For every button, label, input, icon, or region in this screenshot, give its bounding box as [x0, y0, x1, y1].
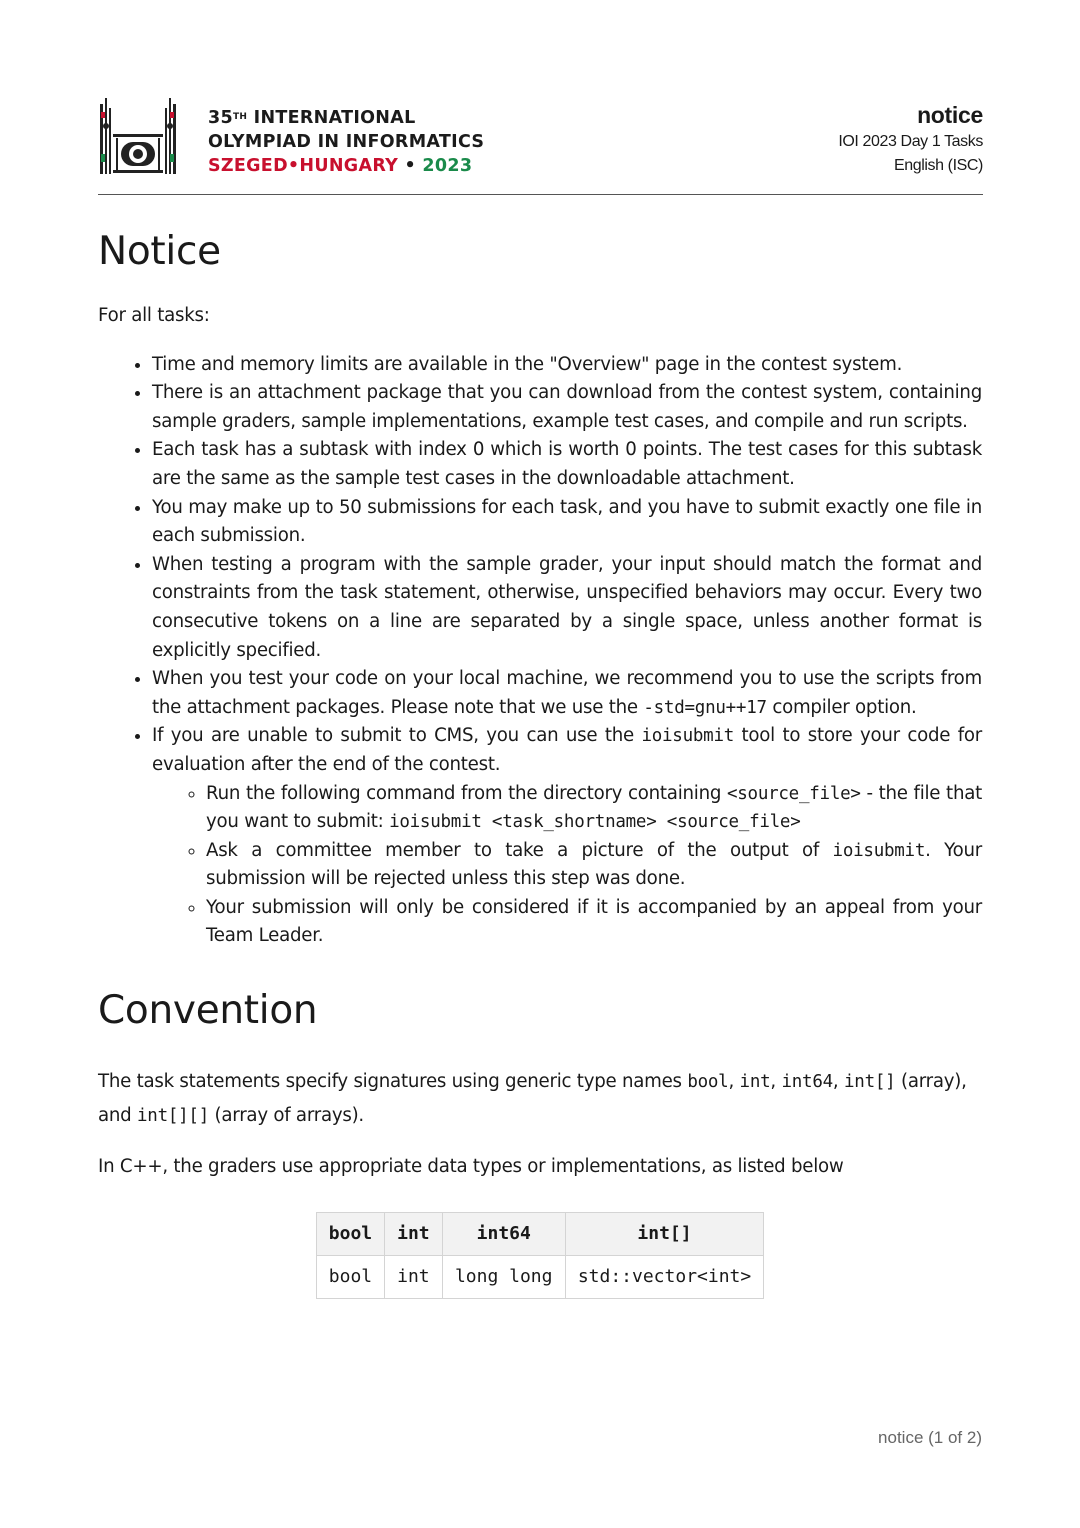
table-cell: std::vector<int>: [565, 1255, 763, 1298]
code-command: ioisubmit <task_shortname> <source_file>: [389, 812, 801, 833]
type-int64: int64: [781, 1072, 833, 1093]
type-array: int[]: [844, 1072, 896, 1093]
item-text: Ask a committee member to take a picture of the output of: [206, 839, 833, 861]
ioi-logo: [98, 98, 178, 178]
item-text: tool to store your code for evaluation after the end of the contest.: [152, 725, 982, 775]
brand-line-1: [208, 106, 484, 130]
para-text: ,: [832, 1071, 844, 1093]
notice-intro: For all tasks:: [98, 305, 210, 326]
brand-international: INTERNATIONAL: [247, 108, 416, 128]
sub-item: [206, 780, 982, 837]
table-cell: long long: [442, 1255, 565, 1298]
notice-item: • Time and memory limits are available in the "Overview" page in the contest system.: [152, 351, 982, 380]
page-footer: notice (1 of 2): [878, 1428, 982, 1447]
sub-item: [206, 837, 982, 894]
brand-year: 2023: [422, 156, 473, 176]
para-text: ,: [728, 1071, 740, 1093]
tool-name: ioisubmit: [832, 840, 926, 861]
table-header-cell: int[]: [565, 1212, 763, 1255]
notice-item: • There is an attachment package that you can download from the contest system, containing sample graders, sample implementations, example test cases, and compile and run scripts.: [152, 379, 982, 436]
brand-line-2: OLYMPIAD IN INFORMATICS: [208, 132, 485, 152]
tool-name: ioisubmit: [641, 726, 735, 747]
convention-heading: Convention: [98, 988, 318, 1034]
language-label: English (ISC): [893, 157, 983, 174]
cpp-paragraph: In C++, the graders use appropriate data types or implementations, as listed below: [98, 1156, 844, 1178]
convention-paragraph: [98, 1065, 982, 1133]
contest-day: IOI 2023 Day 1 Tasks: [838, 133, 983, 150]
para-text: (array), and: [98, 1071, 967, 1127]
notice-item: • When testing a program with the sample grader, your input should match the format and constraints from the task statement, otherwise, unspecified behaviors may occur. Every two consecutive tokens on a line are separated by a single space, unless another format is explicitly specified.: [152, 551, 982, 665]
type-bool: bool: [687, 1072, 729, 1093]
item-text: If you are unable to submit to CMS, you can use the: [152, 725, 642, 747]
type-int: int: [739, 1072, 771, 1093]
notice-heading: Notice: [98, 229, 221, 274]
notice-item: • Each task has a subtask with index 0 which is worth 0 points. The test cases for this subtask are the same as the sample test cases in the downloadable attachment.: [152, 436, 982, 493]
item-text: Run the following command from the directory containing: [206, 782, 727, 804]
brand-number: 35: [208, 108, 233, 128]
notice-item: [152, 722, 982, 951]
code-source-file: <source_file>: [726, 783, 861, 804]
task-title: notice: [917, 102, 983, 128]
type-array-of-arrays: int[][]: [137, 1106, 210, 1127]
table-cell: bool: [316, 1255, 384, 1298]
brand-dot: •: [398, 156, 423, 176]
sub-item: ◦ Your submission will only be considered if it is accompanied by an appeal from your Team Leader.: [206, 894, 982, 951]
item-text: compiler option.: [766, 696, 917, 718]
type-mapping-table: [316, 1212, 764, 1299]
header-info: [838, 100, 983, 178]
brand-dot: •: [287, 156, 300, 176]
notice-item: [152, 665, 982, 722]
table-cell: int: [385, 1255, 443, 1298]
table-header-cell: int64: [442, 1212, 565, 1255]
para-text: The task statements specify signatures using generic type names: [98, 1071, 688, 1093]
ioisubmit-steps: [152, 780, 982, 952]
brand-country: HUNGARY: [299, 156, 399, 176]
brand-ordinal: TH: [232, 112, 248, 122]
compiler-flag: -std=gnu++17: [643, 697, 767, 718]
notice-list: [98, 351, 982, 951]
brand-line-3: [208, 154, 484, 178]
para-text: ,: [770, 1071, 782, 1093]
table-row: [316, 1255, 763, 1298]
item-text: When you test your code on your local machine, we recommend you to use the scripts from the attachment packages. Please note that we use the: [152, 668, 982, 718]
table-header-cell: int: [385, 1212, 443, 1255]
page-content: [98, 222, 982, 1299]
brand-city: SZEGED: [208, 156, 288, 176]
notice-item: • You may make up to 50 submissions for each task, and you have to submit exactly one file in each submission.: [152, 494, 982, 551]
olympiad-brand: [208, 106, 484, 178]
item-text: - the file that you want to submit:: [206, 782, 982, 833]
para-text: (array of arrays).: [209, 1105, 364, 1127]
item-text: . Your submission will be rejected unless this step was done.: [206, 839, 982, 890]
page-header: [98, 96, 983, 195]
table-header-cell: bool: [316, 1212, 384, 1255]
table-header-row: [316, 1212, 763, 1255]
